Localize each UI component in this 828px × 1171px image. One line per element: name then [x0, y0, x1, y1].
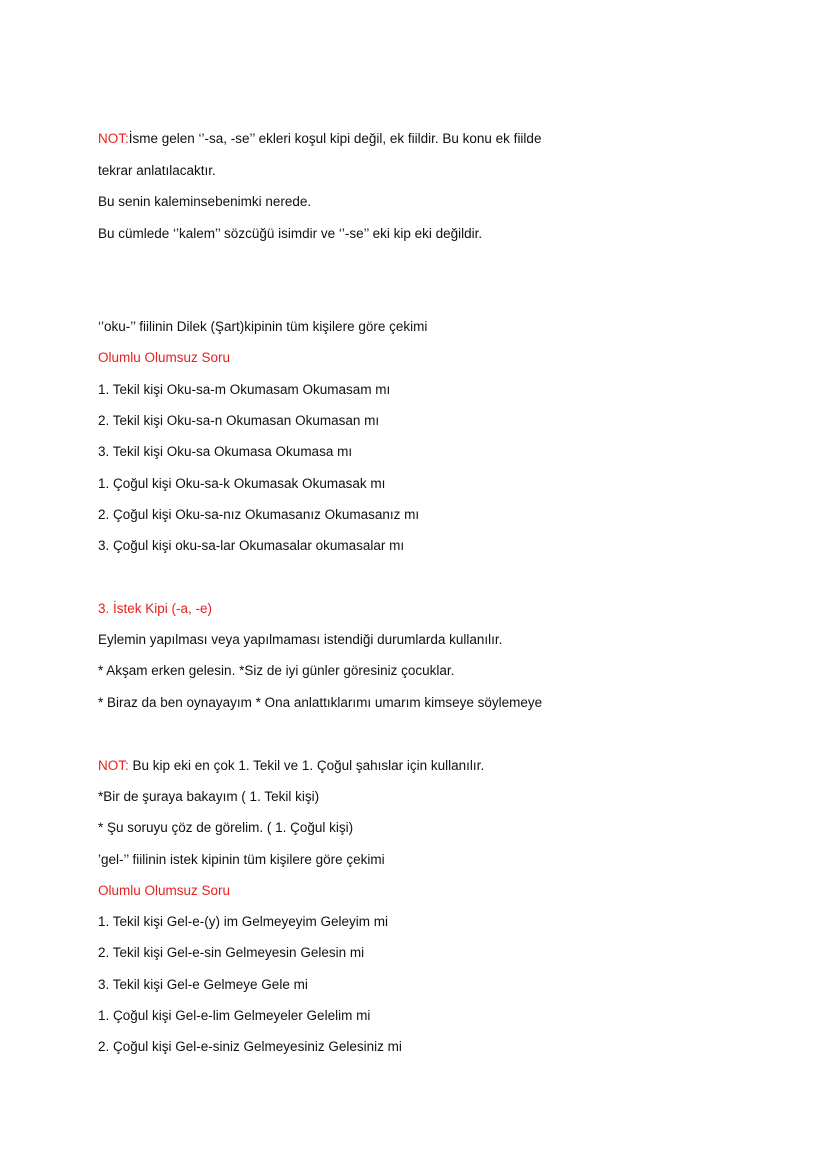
istek-example-2: * Biraz da ben oynayayım * Ona anlattıklarımı umarım kimseye söylemeye	[98, 695, 543, 710]
note-continuation: tekrar anlatılacaktır.	[98, 163, 216, 178]
note2-example-2: * Şu soruyu çöz de görelim. ( 1. Çoğul kişi)	[98, 820, 354, 835]
oku-columns-header: Olumlu Olumsuz Soru	[98, 350, 231, 365]
note2-example-1: *Bir de şuraya bakayım ( 1. Tekil kişi)	[98, 789, 320, 804]
oku-row: 3. Çoğul kişi oku-sa-lar Okumasalar okumasalar mı	[98, 538, 405, 553]
istek-kipi-description: Eylemin yapılması veya yapılmaması istendiği durumlarda kullanılır.	[98, 632, 503, 647]
note2-paragraph	[98, 757, 484, 775]
gel-row: 2. Tekil kişi Gel-e-sin Gelmeyesin Gelesin mi	[98, 945, 365, 960]
istek-kipi-title: 3. İstek Kipi (-a, -e)	[98, 601, 213, 616]
oku-row: 2. Çoğul kişi Oku-sa-nız Okumasanız Okumasanız mı	[98, 507, 420, 522]
istek-example-1: * Akşam erken gelesin. *Siz de iyi günler göresiniz çocuklar.	[98, 663, 455, 678]
gel-row: 1. Tekil kişi Gel-e-(y) im Gelmeyeyim Geleyim mi	[98, 914, 389, 929]
note-text: İsme gelen ‘’-sa, -se’’ ekleri koşul kipi değil, ek fiildir. Bu konu ek fiilde	[128, 131, 542, 146]
note-label: NOT:	[98, 131, 129, 146]
gel-row: 3. Tekil kişi Gel-e Gelmeye Gele mi	[98, 977, 308, 992]
note-paragraph	[98, 130, 541, 148]
gel-conjugation-heading: ’gel-’’ fiilinin istek kipinin tüm kişilere göre çekimi	[98, 852, 385, 867]
example-sentence: Bu senin kaleminsebenimki nerede.	[98, 194, 312, 209]
gel-row: 1. Çoğul kişi Gel-e-lim Gelmeyeler Gelelim mi	[98, 1008, 371, 1023]
note2-text: Bu kip eki en çok 1. Tekil ve 1. Çoğul şahıslar için kullanılır.	[128, 758, 485, 773]
gel-row: 2. Çoğul kişi Gel-e-siniz Gelmeyesiniz Gelesiniz mi	[98, 1039, 402, 1054]
oku-row: 1. Tekil kişi Oku-sa-m Okumasam Okumasam mı	[98, 382, 391, 397]
oku-row: 2. Tekil kişi Oku-sa-n Okumasan Okumasan mı	[98, 413, 380, 428]
note2-label: NOT:	[98, 758, 129, 773]
gel-columns-header: Olumlu Olumsuz Soru	[98, 883, 231, 898]
oku-row: 1. Çoğul kişi Oku-sa-k Okumasak Okumasak mı	[98, 476, 386, 491]
explanation-sentence: Bu cümlede ‘’kalem’’ sözcüğü isimdir ve ‘’-se’’ eki kip eki değildir.	[98, 226, 483, 241]
oku-conjugation-heading: ‘’oku-’’ fiilinin Dilek (Şart)kipinin tüm kişilere göre çekimi	[98, 319, 428, 334]
oku-row: 3. Tekil kişi Oku-sa Okumasa Okumasa mı	[98, 444, 353, 459]
